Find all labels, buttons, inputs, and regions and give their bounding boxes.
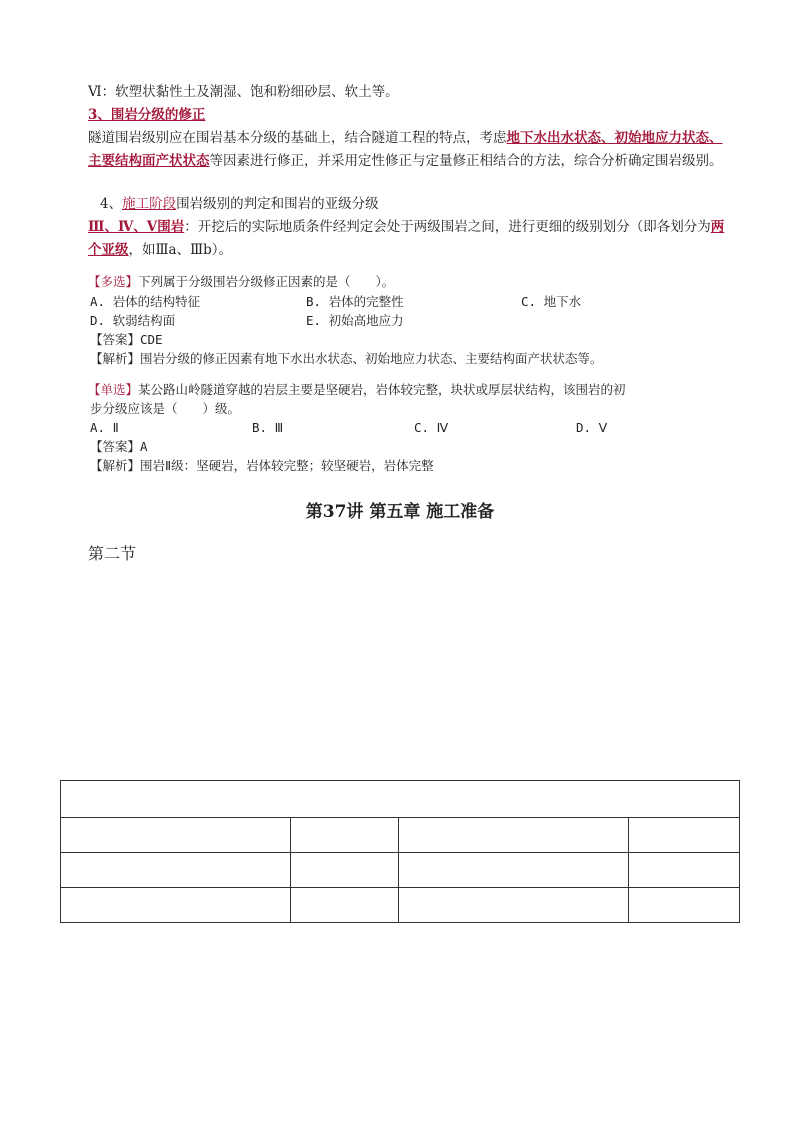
q2-stem-cont: 步分级应该是（ ）级。 <box>90 401 241 416</box>
table-cell <box>399 888 629 923</box>
q1-answer: 【答案】CDE <box>90 332 163 347</box>
heading-3: 3、围岩分级的修正 <box>88 107 206 123</box>
table-cell <box>61 853 291 888</box>
table-row <box>61 888 740 923</box>
empty-table <box>60 780 740 923</box>
q1-option-a: A. 岩体的结构特征 <box>90 294 201 309</box>
table-row <box>61 853 740 888</box>
table-cell <box>290 818 399 853</box>
paragraph-1: 隧道围岩级别应在围岩基本分级的基础上，结合隧道工程的特点，考虑地下水出水状态、初始地应力状态、主要结构面产状状态等因素进行修正，并采用定性修正与定量修正相结合的方法，综合分析确定围岩级别。 <box>88 130 723 169</box>
table-cell <box>629 818 740 853</box>
q1-option-e: E. 初始高地应力 <box>306 313 404 328</box>
q2-answer: 【答案】A <box>90 439 148 454</box>
table-cell <box>629 853 740 888</box>
table-cell <box>290 853 399 888</box>
highlight-factors: 地下水出水状态、初始地应力状态、主要结构面产状状态 <box>88 130 723 169</box>
q1-option-b: B. 岩体的完整性 <box>306 294 404 309</box>
heading-4: 4、施工阶段围岩级别的判定和围岩的亚级分级 <box>100 196 379 212</box>
table-cell <box>629 888 740 923</box>
q1-option-c: C. 地下水 <box>521 294 582 309</box>
highlight-grades: Ⅲ、Ⅳ、Ⅴ围岩 <box>88 219 185 235</box>
q2-analysis: 【解析】围岩Ⅱ级：坚硬岩，岩体较完整；较坚硬岩，岩体完整 <box>90 458 434 473</box>
q2-stem: 【单选】某公路山岭隧道穿越的岩层主要是坚硬岩，岩体较完整，块状或厚层状结构，该围岩的初 <box>88 382 626 397</box>
q2-option-c: C. Ⅳ <box>414 420 449 435</box>
text-line-vi: Ⅵ：软塑状黏性土及潮湿、饱和粉细砂层、软土等。 <box>88 84 399 100</box>
q2-option-a: A. Ⅱ <box>90 420 119 435</box>
highlight-subgrades: 两个亚级 <box>88 219 725 258</box>
table-row <box>61 818 740 853</box>
table-cell <box>399 818 629 853</box>
chapter-title: 第37讲 第五章 施工准备 <box>305 502 495 522</box>
q1-stem: 【多选】下列属于分级围岩分级修正因素的是（ ）。 <box>88 274 395 289</box>
q1-analysis: 【解析】围岩分级的修正因素有地下水出水状态、初始地应力状态、主要结构面产状状态等。 <box>90 351 603 366</box>
table-header-row <box>61 781 740 818</box>
highlight-construction-stage: 施工阶段 <box>122 196 177 212</box>
table-cell <box>290 888 399 923</box>
section-label: 第二节 <box>88 544 137 563</box>
q1-option-d: D. 软弱结构面 <box>90 313 176 328</box>
table-cell <box>61 818 291 853</box>
table-cell <box>399 853 629 888</box>
paragraph-2: Ⅲ、Ⅳ、Ⅴ围岩：开挖后的实际地质条件经判定会处于两级围岩之间，进行更细的级别划分（即各划分为两个亚级，如Ⅲa、Ⅲb）。 <box>88 219 725 258</box>
q2-option-b: B. Ⅲ <box>252 420 284 435</box>
table-cell <box>61 781 740 818</box>
table-cell <box>61 888 291 923</box>
q2-option-d: D. Ⅴ <box>576 420 608 435</box>
